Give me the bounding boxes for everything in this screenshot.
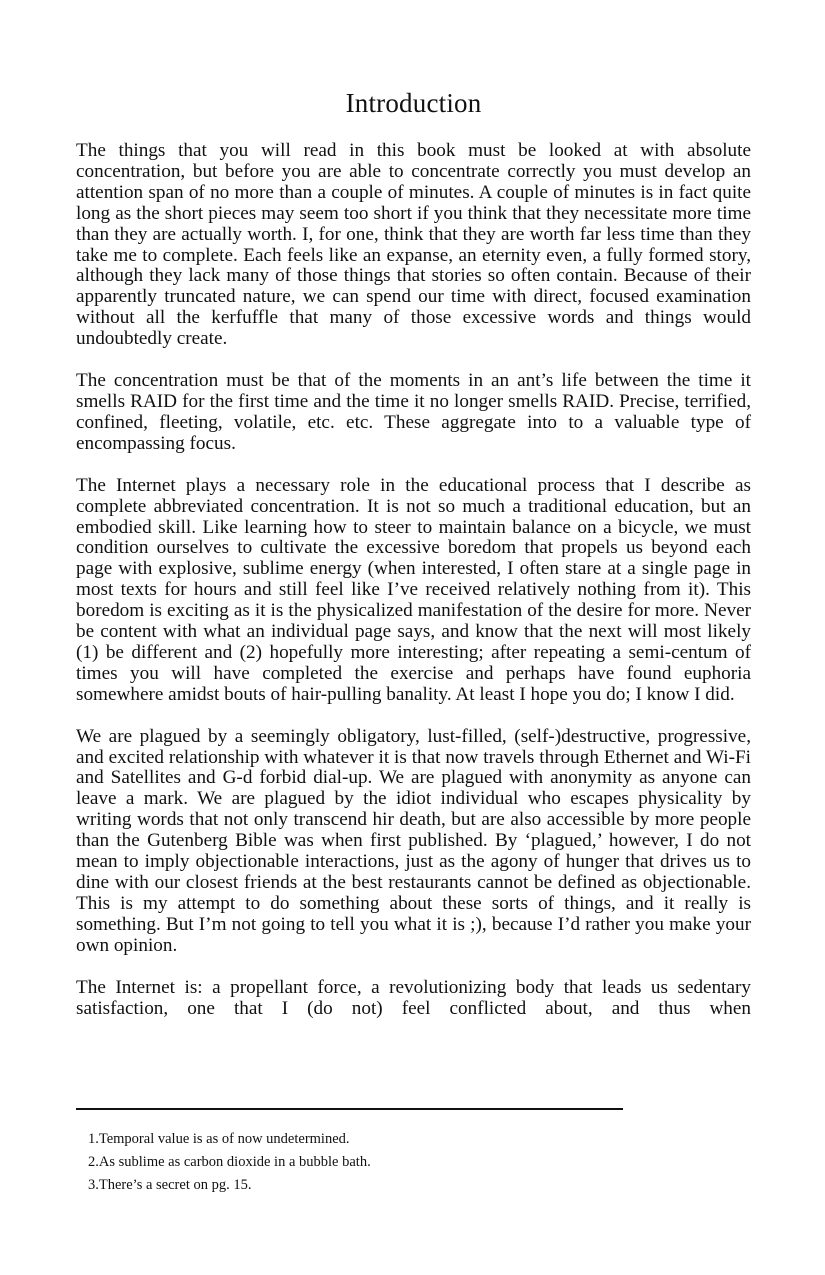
footnote-text: There’s a secret on pg. 15. [98, 1177, 252, 1193]
paragraph-2: The concentration must be that of the moments in an ant’s life between the time it smells RAID for the first time and the time it no longer smells RAID. Precise, terrified, confined, fleeting, volatile, etc. etc. These aggregate into to a valuable type of encompassing focus. [76, 370, 751, 454]
footnote-text: As sublime as carbon dioxide in a bubble bath. [98, 1154, 371, 1170]
footnotes [88, 1128, 688, 1197]
paragraph-3: The Internet plays a necessary role in the educational process that I describe as complete abbreviated concentration. It is not so much a traditional education, but an embodied skill. Like learning how to steer to maintain balance on a bicycle, we must condition ourselves to cultivate the excessive boredom that propels us beyond each page with explosive, sublime energy (when interested, I often stare at a single page in most texts for hours and still feel like I’ve received relatively nothing from it). This boredom is exciting as it is the physicalized manifestation of the desire for more. Never be content with what an individual page says, and know that the next will most likely (1) be different and (2) hopefully more interesting; after repeating a semi-centum of times you will have completed the exercise and perhaps have found euphoria somewhere amidst bouts of hair-pulling banality. At least I hope you do; I know I did. [76, 474, 751, 705]
paragraph-1: The things that you will read in this book must be looked at with absolute concentration, but before you are able to concentrate correctly you must develop an attention span of no more than a couple of minutes. A couple of minutes is in fact quite long as the short pieces may seem too short if you think that they necessitate more time than they are actually worth. I, for one, think that they are worth far less time than they take me to complete. Each feels like an expanse, an eternity even, a fully formed story, although they lack many of those things that stories so often contain. Because of their apparently truncated nature, we can spend our time with direct, focused examination without all the kerfuffle that many of those excessive words and things would undoubtedly create. [76, 140, 751, 350]
footnote-text: Temporal value is as of now undetermined. [98, 1131, 350, 1147]
footnote-1 [88, 1128, 688, 1151]
footnote-3 [88, 1174, 688, 1197]
page-body [76, 88, 751, 1040]
footnote-number: 2. [88, 1154, 99, 1170]
footnote-number: 1. [88, 1131, 99, 1147]
paragraph-4: We are plagued by a seemingly obligatory, lust-filled, (self-)destructive, progressive, and excited relationship with whatever it is that now travels through Ethernet and Wi-Fi and Satellites and G-d forbid dial-up. We are plagued with anonymity as anyone can leave a mark. We are plagued by the idiot individual who escapes physicality by writing words that not only transcend hir death, but are also accessible by more people than the Gutenberg Bible was when first published. By ‘plagued,’ however, I do not mean to imply objectionable interactions, just as the agony of hunger that drives us to dine with our closest friends at the best restaurants cannot be defined as objectionable. This is my attempt to do something about these sorts of things, and it really is something. But I’m not going to tell you what it is ;), because I’d rather you make your own opinion. [76, 725, 751, 956]
footnote-2 [88, 1151, 688, 1174]
paragraph-5: The Internet is: a propellant force, a revolutionizing body that leads us sedentary satisfaction, one that I (do not) feel conflicted about, and thus when [76, 976, 751, 1019]
footnote-number: 3. [88, 1177, 99, 1193]
page-title: Introduction [345, 88, 482, 118]
footnote-divider [76, 1108, 623, 1110]
